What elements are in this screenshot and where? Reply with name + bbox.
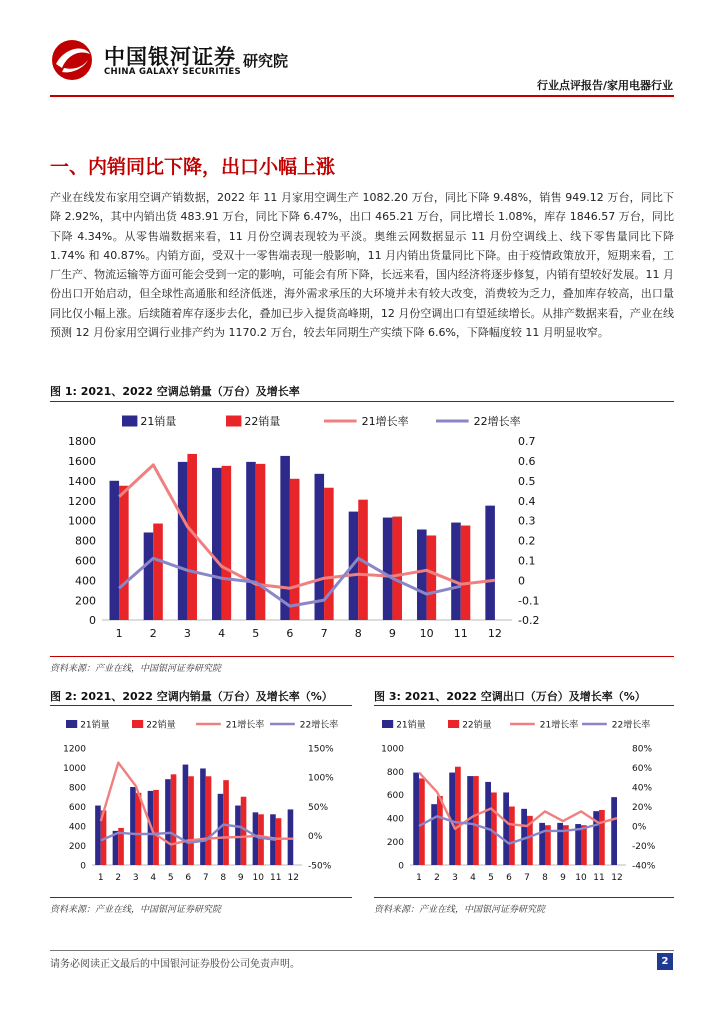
x-tick-label: 5: [252, 627, 260, 640]
bar-21销量-6: [280, 456, 290, 620]
bar-21销量-12: [611, 797, 617, 865]
bar-21销量-12: [485, 506, 495, 620]
bar-22销量-10: [258, 814, 264, 865]
y-right-tick-label: 0.1: [518, 554, 536, 568]
x-tick-label: 2: [115, 873, 122, 883]
y-left-tick-label: 1800: [68, 435, 96, 449]
y-right-tick-label: -0.1: [518, 594, 540, 608]
bar-22销量-4: [153, 790, 159, 865]
x-tick-label: 9: [237, 873, 244, 883]
bar-22销量-5: [256, 464, 266, 620]
legend-swatch: [122, 416, 137, 427]
x-tick-label: 9: [388, 627, 396, 640]
bar-22销量-5: [171, 774, 177, 865]
bar-22销量-6: [509, 807, 515, 866]
y-left-tick-label: 200: [386, 838, 404, 849]
bar-22销量-10: [581, 825, 587, 865]
x-tick-label: 3: [183, 627, 191, 640]
y-right-tick-label: 0.2: [518, 534, 536, 548]
y-left-tick-label: 1000: [63, 763, 86, 774]
y-left-tick-label: 1200: [63, 744, 86, 755]
y-left-tick-label: 1200: [68, 494, 96, 508]
bar-22销量-8: [223, 780, 229, 865]
x-tick-label: 3: [452, 873, 458, 883]
bar-22销量-4: [473, 776, 479, 865]
bar-21销量-5: [485, 782, 491, 865]
bar-21销量-11: [451, 523, 461, 620]
y-left-tick-label: 200: [75, 594, 96, 608]
bar-21销量-9: [557, 823, 563, 865]
bar-21销量-12: [288, 809, 294, 865]
y-right-tick-label: 0.3: [518, 514, 536, 528]
y-right-tick-label: -20%: [632, 841, 656, 852]
y-right-tick-label: 0.5: [518, 474, 536, 488]
body-paragraph: 产业在线发布家用空调产销数据，2022 年 11 月家用空调生产 1082.20 万台，同比下降 9.48%，销售 949.12 万台，同比下降 2.92%，其中内销出货 483.91 万台，同比下降 6.47%，出口 465.21 万台，同比增长 1.08%，库存 1846.57 万台，同比下降 4.34%。从零售端数据来看，11 月份空调表现较为平淡。奥维云网数据显示 11 月份空调线上、线下零售量同比下降 1.74% 和 40.87%。内销方面，受双十一零售端表现一般影响，11 月内销出货量同比下降。由于疫情政策放开，短期来看，工厂生产、物流运输等方面可能会受到一定的影响，可能会有所下降，长远来看，国内经济将逐步修复，内销有望较好发展。11 月份出口开始启动，但全球性高通胀和经济低迷，海外需求承压的大环境并未有较大改变，消费较为乏力，叠加库存较高，出口量同比仅小幅上涨。后续随着库存逐步去化，叠加已步入提货高峰期，12 月份空调出口有望延续增长。从排产数据来看，产业在线预测 12 月份家用空调行业排产约为 1170.2 万台，较去年同期生产实绩下降 6.6%，下降幅度较 11 月明显收窄。: [50, 191, 674, 340]
y-right-tick-label: 40%: [632, 783, 653, 794]
bar-22销量-2: [437, 796, 443, 865]
legend-label: 22销量: [146, 720, 176, 731]
legend-label: 22销量: [244, 415, 281, 429]
bar-21销量-8: [539, 823, 545, 865]
y-left-tick-label: 800: [68, 783, 86, 794]
page-number: 2: [657, 953, 673, 970]
legend-swatch: [226, 416, 241, 427]
x-tick-label: 8: [354, 627, 362, 640]
bar-21销量-10: [417, 530, 427, 620]
x-tick-label: 2: [434, 873, 440, 883]
figure-2-bottom-rule: [50, 897, 352, 898]
legend-swatch: [66, 720, 77, 728]
bar-22销量-2: [153, 524, 163, 620]
bar-21销量-6: [503, 792, 509, 865]
x-tick-label: 11: [593, 873, 605, 883]
y-right-tick-label: 0.4: [518, 494, 536, 508]
x-tick-label: 8: [220, 873, 227, 883]
figure-3-source: 资料来源：产业在线，中国银河证券研究院: [374, 905, 546, 915]
y-right-tick-label: 50%: [308, 802, 329, 813]
figure-2-top-rule: [50, 705, 352, 706]
brand-name-cn: 中国银河证券: [104, 45, 236, 69]
series-line-21增长率: [119, 465, 495, 588]
legend-label: 21销量: [396, 720, 426, 731]
legend-label: 22增长率: [611, 720, 651, 731]
figure-2-title: 图 2: 2021、2022 空调内销量（万台）及增长率（%）: [50, 690, 333, 703]
y-right-tick-label: -0.2: [518, 614, 540, 628]
figure-3-top-rule: [374, 705, 674, 706]
y-left-tick-label: 200: [68, 841, 86, 852]
y-left-tick-label: 1000: [381, 744, 404, 755]
bar-22销量-11: [276, 818, 282, 865]
x-tick-label: 10: [252, 873, 264, 883]
y-left-tick-label: 1400: [68, 474, 96, 488]
x-tick-label: 8: [542, 873, 548, 883]
legend-label: 22销量: [462, 720, 492, 731]
legend-label: 21销量: [80, 720, 110, 731]
y-right-tick-label: -40%: [632, 861, 656, 872]
bar-21销量-3: [130, 787, 136, 865]
y-right-tick-label: 0%: [632, 822, 647, 833]
series-line-21增长率: [101, 763, 293, 845]
bar-22销量-9: [392, 517, 402, 620]
bar-22销量-11: [599, 810, 605, 865]
y-left-tick-label: 800: [75, 534, 96, 548]
figure-1-bottom-rule: [50, 656, 674, 657]
bar-21销量-9: [235, 806, 241, 865]
bar-21销量-7: [200, 768, 206, 865]
y-right-tick-label: 0.7: [518, 435, 536, 449]
x-tick-label: 11: [453, 627, 468, 640]
legend-label: 21增长率: [225, 720, 265, 731]
x-tick-label: 7: [202, 873, 209, 883]
y-right-tick-label: 60%: [632, 763, 653, 774]
legend-label: 22增长率: [473, 415, 521, 429]
legend-swatch: [448, 720, 459, 728]
chart-export-sales: [374, 708, 674, 894]
y-left-tick-label: 0: [80, 861, 86, 872]
y-left-tick-label: 0: [398, 861, 404, 872]
y-left-tick-label: 600: [386, 791, 404, 802]
brand-name-en: CHINA GALAXY SECURITIES: [104, 67, 241, 77]
y-right-tick-label: 0.6: [518, 455, 536, 469]
figure-3-title: 图 3: 2021、2022 空调出口（万台）及增长率（%）: [374, 690, 646, 703]
y-right-tick-label: 0: [518, 574, 525, 588]
bar-22销量-7: [206, 776, 212, 865]
bar-21销量-2: [431, 804, 437, 865]
bar-21销量-1: [95, 806, 101, 865]
x-tick-label: 5: [488, 873, 494, 883]
bar-21销量-9: [383, 518, 393, 620]
x-tick-label: 3: [132, 873, 139, 883]
y-left-tick-label: 0: [89, 614, 96, 628]
report-type-label: 行业点评报告/家用电器行业: [536, 79, 673, 92]
x-tick-label: 7: [320, 627, 328, 640]
x-tick-label: 10: [419, 627, 434, 640]
y-left-tick-label: 600: [68, 802, 86, 813]
x-tick-label: 1: [97, 873, 104, 883]
x-tick-label: 4: [150, 873, 157, 883]
bar-22销量-1: [119, 486, 129, 620]
x-tick-label: 1: [416, 873, 422, 883]
x-tick-label: 7: [524, 873, 530, 883]
y-left-tick-label: 800: [386, 767, 404, 778]
brand-institute: 研究院: [243, 52, 289, 70]
bar-22销量-10: [427, 535, 437, 620]
bar-22销量-11: [461, 526, 471, 620]
x-tick-label: 6: [506, 873, 512, 883]
figure-1-title: 图 1: 2021、2022 空调总销量（万台）及增长率: [50, 385, 300, 398]
bar-21销量-5: [246, 462, 256, 620]
bar-22销量-5: [491, 792, 497, 865]
galaxy-logo-icon: [50, 38, 94, 82]
x-tick-label: 5: [167, 873, 174, 883]
legend-swatch: [382, 720, 393, 728]
y-right-tick-label: 0%: [308, 832, 323, 843]
x-tick-label: 9: [560, 873, 566, 883]
figure-1-top-rule: [50, 401, 674, 402]
x-tick-label: 10: [575, 873, 587, 883]
legend-label: 22增长率: [299, 720, 339, 731]
bar-21销量-10: [253, 812, 259, 865]
y-left-tick-label: 1600: [68, 455, 96, 469]
x-tick-label: 6: [185, 873, 192, 883]
x-tick-label: 6: [286, 627, 294, 640]
bar-22销量-4: [222, 466, 232, 620]
header-divider: [50, 95, 674, 97]
bar-22销量-6: [188, 776, 194, 865]
y-left-tick-label: 400: [386, 814, 404, 825]
x-tick-label: 11: [270, 873, 282, 883]
legend-label: 21增长率: [361, 415, 409, 429]
y-right-tick-label: 20%: [632, 802, 653, 813]
bar-21销量-2: [144, 532, 154, 620]
figure-3-bottom-rule: [374, 897, 674, 898]
y-left-tick-label: 400: [68, 822, 86, 833]
chart-domestic-sales: [50, 708, 352, 894]
bar-21销量-4: [212, 468, 222, 620]
bar-22销量-1: [419, 778, 425, 865]
bar-21销量-6: [183, 765, 189, 865]
legend-swatch: [132, 720, 143, 728]
x-tick-label: 2: [149, 627, 157, 640]
x-tick-label: 4: [470, 873, 476, 883]
legend-label: 21销量: [140, 415, 177, 429]
y-right-tick-label: 100%: [308, 773, 334, 784]
figure-2-source: 资料来源：产业在线，中国银河证券研究院: [50, 905, 222, 915]
bar-21销量-5: [165, 779, 171, 865]
y-left-tick-label: 600: [75, 554, 96, 568]
legend-label: 21增长率: [539, 720, 579, 731]
bar-21销量-1: [413, 773, 419, 865]
bar-22销量-6: [290, 479, 300, 620]
y-right-tick-label: 150%: [308, 744, 334, 755]
y-left-tick-label: 1000: [68, 514, 96, 528]
x-tick-label: 12: [611, 873, 623, 883]
y-right-tick-label: 80%: [632, 744, 653, 755]
x-tick-label: 1: [115, 627, 123, 640]
bar-21销量-7: [315, 474, 325, 620]
bar-21销量-3: [178, 462, 188, 620]
figure-1-source: 资料来源：产业在线，中国银河证券研究院: [50, 664, 222, 674]
x-tick-label: 12: [287, 873, 299, 883]
x-tick-label: 12: [487, 627, 502, 640]
bar-22销量-3: [136, 793, 142, 865]
y-left-tick-label: 400: [75, 574, 96, 588]
chart-total-sales: [50, 405, 674, 650]
x-tick-label: 4: [218, 627, 226, 640]
bar-22销量-3: [455, 767, 461, 865]
section-title: 一、内销同比下降，出口小幅上涨: [50, 156, 336, 178]
footer-disclaimer: 请务必阅读正文最后的中国银河证券股份公司免责声明。: [50, 959, 300, 970]
bar-21销量-1: [110, 481, 120, 620]
y-right-tick-label: -50%: [308, 861, 332, 872]
footer-divider: [50, 950, 674, 951]
